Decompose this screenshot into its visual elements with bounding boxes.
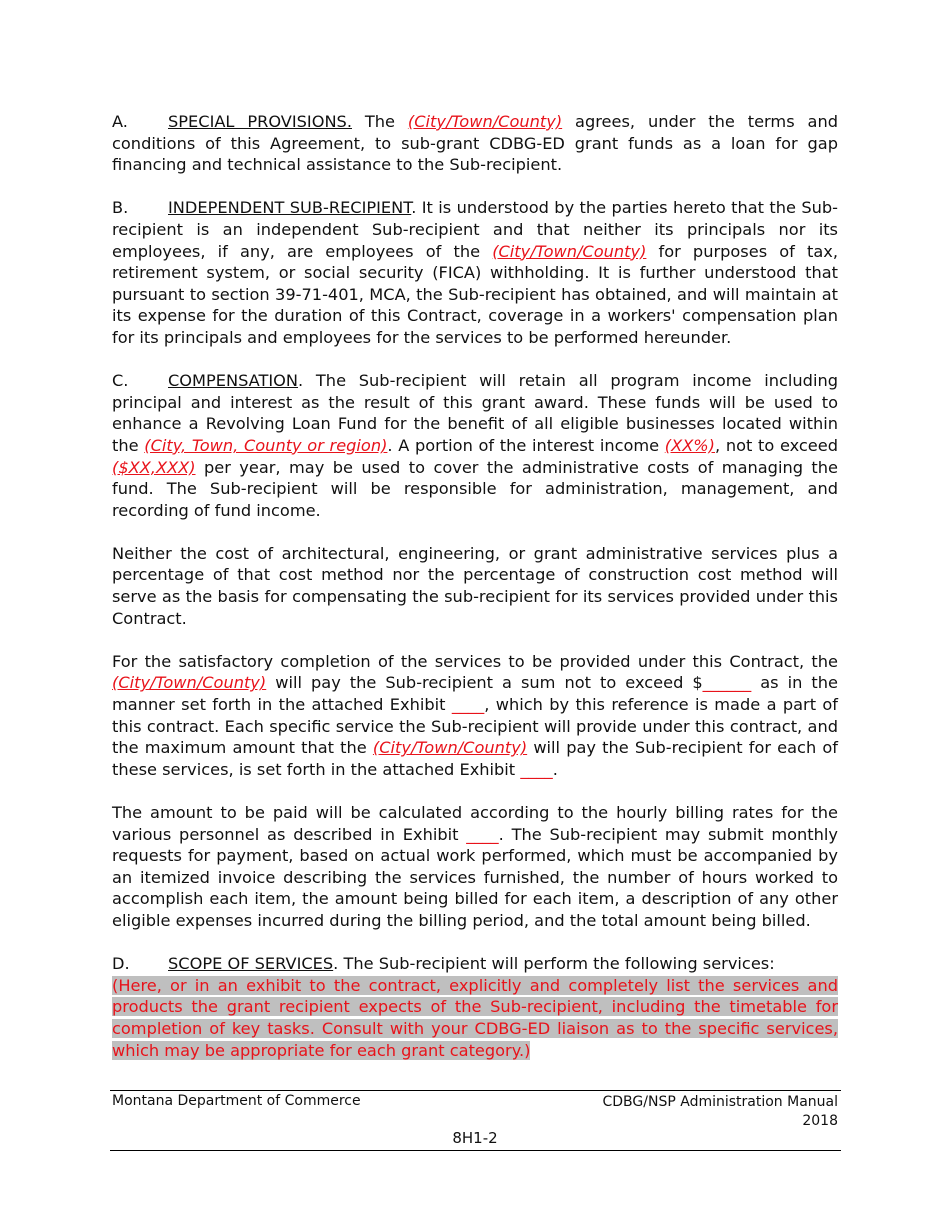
section-b-letter: B. bbox=[112, 198, 129, 218]
exhibit-blank: ____ bbox=[520, 759, 553, 779]
section-b-text-1: . It is understood by the parties hereto that the Sub-recipient is an independent Sub-recipient and that neither its principals nor its employees, if any, are employees of the bbox=[112, 198, 838, 261]
document-body bbox=[112, 111, 838, 1061]
section-c-heading: COMPENSATION bbox=[168, 371, 299, 391]
section-a-letter: A. bbox=[112, 112, 128, 131]
payment-text-5: will pay the Sub-recipient for each of these services, is set forth in the attached Exhibit bbox=[112, 738, 838, 779]
placeholder-percent: (XX%) bbox=[664, 435, 715, 455]
section-b-heading: INDEPENDENT SUB-RECIPIENT bbox=[168, 198, 412, 218]
amount-blank: ______ bbox=[702, 673, 752, 693]
section-a-text-2: agrees, under the terms and conditions of this Agreement, to sub-grant CDBG-ED grant funds as a loan for gap financing and technical assistance to the Sub-recipient. bbox=[112, 112, 838, 175]
payment-text-4: , which by this reference is made a part of this contract. Each specific service the Sub-recipient will provide under this contract, and the maximum amount that the bbox=[112, 695, 838, 758]
section-a-text-1: The bbox=[351, 112, 408, 131]
section-c bbox=[112, 370, 838, 521]
section-d-text-1: . The Sub-recipient will perform the following services: bbox=[333, 954, 775, 974]
section-d-heading: SCOPE OF SERVICES bbox=[168, 954, 334, 974]
payment-paragraph bbox=[112, 651, 838, 781]
payment-text-2: will pay the Sub-recipient a sum not to exceed $ bbox=[266, 673, 703, 693]
placeholder-region: (City, Town, County or region) bbox=[144, 435, 388, 455]
scope-instructions: (Here, or in an exhibit to the contract, explicitly and completely list the services and products the grant recipient expects of the Sub-recipient, including the timetable for completion of key tasks. Consult with your CDBG-ED liaison as to the specific services, which may be appropriate for each grant category.) bbox=[112, 975, 838, 1060]
section-d bbox=[112, 953, 838, 1061]
section-b-text-2: for purposes of tax, retirement system, or social security (FICA) withholding. It is further understood that pursuant to section 39-71-401, MCA, the Sub-recipient has obtained, and will maintain at its expense for the duration of this Contract, coverage in a workers' compensation plan for its principals and employees for the services to be performed hereunder. bbox=[112, 241, 838, 347]
placeholder-amount: ($XX,XXX) bbox=[112, 457, 196, 477]
footer-manual-year: 2018 bbox=[802, 1113, 838, 1129]
exhibit-blank: ____ bbox=[451, 695, 485, 715]
placeholder-city-town-county: (City/Town/County) bbox=[112, 673, 267, 693]
payment-text-6: . bbox=[552, 759, 558, 779]
footer-manual bbox=[603, 1093, 839, 1131]
exhibit-blank: ____ bbox=[466, 824, 499, 844]
page-number: 8H1-2 bbox=[452, 1129, 498, 1147]
section-a-heading: SPECIAL PROVISIONS. bbox=[168, 112, 352, 131]
payment-text-1: For the satisfactory completion of the services to be provided under this Contract, the bbox=[112, 651, 838, 671]
billing-text-2: . The Sub-recipient may submit monthly requests for payment, based on actual work performed, which must be accompanied by an itemized invoice describing the services furnished, the number of hours worked to accomplish each item, the amount being billed for each item, a description of any other eligible expenses incurred during the billing period, and the total amount being billed. bbox=[112, 824, 838, 930]
section-b bbox=[112, 197, 838, 348]
placeholder-city-town-county: (City/Town/County) bbox=[492, 241, 647, 261]
section-c-letter: C. bbox=[112, 371, 129, 391]
placeholder-city-town-county: (City/Town/County) bbox=[372, 738, 528, 758]
section-c-text-4: per year, may be used to cover the administrative costs of managing the fund. The Sub-recipient will be responsible for administration, management, and recording of fund income. bbox=[112, 457, 838, 520]
section-c-text-2: . A portion of the interest income bbox=[387, 435, 665, 455]
footer-bottom-rule bbox=[110, 1150, 841, 1151]
section-c-text-3: , not to exceed bbox=[715, 435, 839, 455]
cost-method-paragraph: Neither the cost of architectural, engineering, or grant administrative services plus a percentage of that cost method nor the percentage of construction cost method will serve as the basis for compensating the sub-recipient for its services provided under this Contract. bbox=[112, 543, 838, 628]
footer-department: Montana Department of Commerce bbox=[112, 1093, 361, 1109]
section-c-text-1: . The Sub-recipient will retain all program income including principal and interest as the result of this grant award. These funds will be used to enhance a Revolving Loan Fund for the benefit of all eligible businesses located within the bbox=[112, 371, 838, 455]
footer-manual-title: CDBG/NSP Administration Manual bbox=[602, 1094, 838, 1110]
placeholder-city-town-county: (City/Town/County) bbox=[407, 112, 563, 131]
footer-top-rule bbox=[110, 1090, 841, 1091]
billing-paragraph bbox=[112, 802, 838, 932]
billing-text-1: The amount to be paid will be calculated according to the hourly billing rates for the various personnel as described in Exhibit bbox=[112, 803, 838, 844]
payment-text-3: as in the manner set forth in the attached Exhibit bbox=[112, 673, 838, 715]
section-d-letter: D. bbox=[112, 954, 130, 974]
section-a bbox=[112, 111, 838, 176]
